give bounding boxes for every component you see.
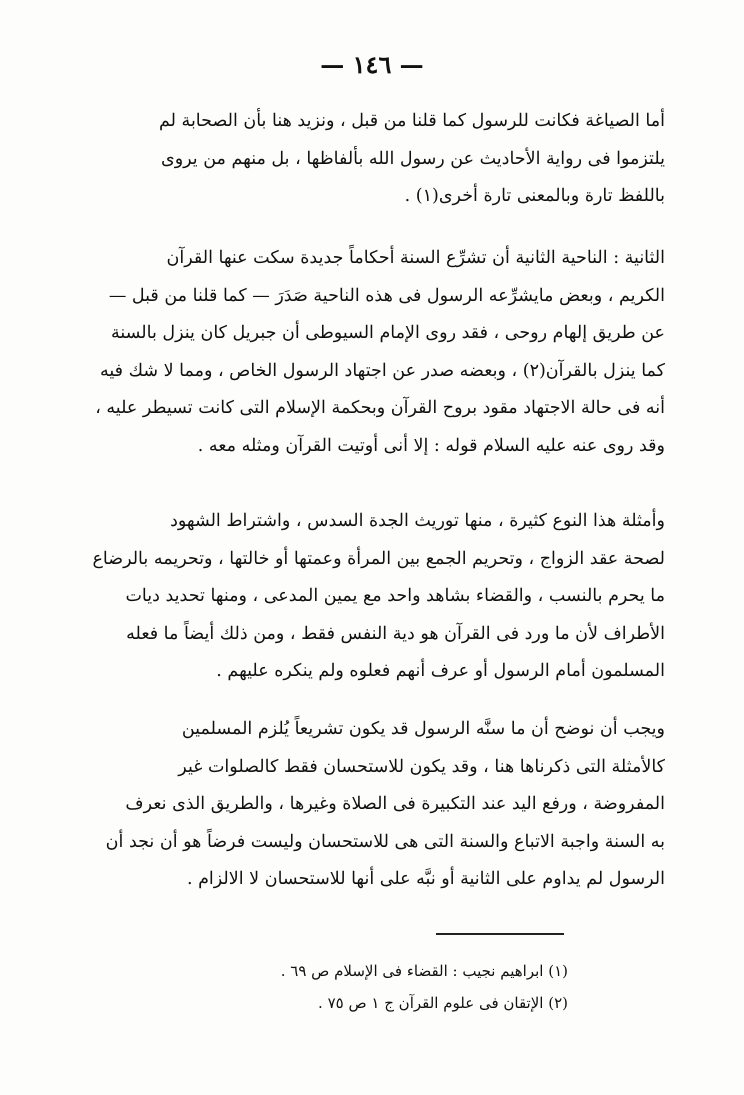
text-line: أنه فى حالة الاجتهاد مقود بروح القرآن وبحكمة الإسلام التى كانت تسيطر عليه ،	[95, 398, 665, 418]
text-line: ما يحرم بالنسب ، والقضاء بشاهد واحد مع يمين المدعى ، ومنها تحديد ديات	[125, 586, 665, 606]
text-line: الرسول لم يداوم على الثانية أو نبَّه على أنها للاستحسان لا الالزام .	[186, 869, 665, 889]
text-line: كما ينزل بالقرآن(٢) ، وبعضه صدر عن اجتهاد الرسول الخاص ، ومما لا شك فيه	[100, 360, 665, 381]
text-line: يلتزموا فى رواية الأحاديث عن رسول الله بألفاظها ، بل منهم من يروى	[161, 148, 665, 169]
footnote-2: (٢) الإتقان فى علوم القرآن ج ١ ص ٧٥ .	[318, 994, 568, 1012]
paragraph-3	[90, 503, 665, 691]
text-line: الكريم ، وبعض مايشرِّعه الرسول فى هذه الناحية صَدَرَ — كما قلنا من قبل —	[108, 285, 665, 306]
text-line: به السنة واجبة الاتباع والسنة التى هى للاستحسان وليست فرضاً هو أن نجد أن	[105, 831, 665, 852]
text-line: ويجب أن نوضح أن ما سنَّه الرسول قد يكون تشريعاً يُلزم المسلمين	[181, 719, 665, 739]
paragraph-4	[90, 711, 665, 899]
text-line: المسلمون أمام الرسول أو عرف أنهم فعلوه ولم ينكره عليهم .	[216, 661, 665, 681]
footnote-1: (١) ابراهيم نجيب : القضاء فى الإسلام ص ٦٩ .	[280, 962, 568, 980]
text-line: الثانية : الناحية الثانية أن تشرِّع السنة أحكاماً جديدة سكت عنها القرآن	[166, 248, 665, 268]
page-number: — ١٤٦ —	[320, 50, 424, 79]
footnotes	[250, 955, 568, 1019]
text-line: عن طريق إلهام روحى ، فقد روى الإمام السيوطى أن جبريل كان ينزل بالسنة	[111, 323, 665, 343]
text-line: أما الصياغة فكانت للرسول كما قلنا من قبل ، ونزيد هنا بأن الصحابة لم	[159, 111, 665, 131]
text-line: لصحة عقد الزواج ، وتحريم الجمع بين المرأة وعمتها أو خالتها ، وتحريمه بالرضاع	[92, 548, 665, 569]
paragraph-2	[90, 240, 665, 465]
footnote-separator	[436, 933, 564, 935]
text-line: وقد روى عنه عليه السلام قوله : إلا أنى أوتيت القرآن ومثله معه .	[197, 435, 665, 456]
text-line: الأطراف لأن ما ورد فى القرآن هو دية النفس فقط ، ومن ذلك أيضاً ما فعله	[126, 623, 665, 644]
text-line: باللفظ تارة وبالمعنى تارة أخرى(١) .	[404, 186, 665, 206]
text-line: المفروضة ، ورفع اليد عند التكبيرة فى الصلاة وغيرها ، والطريق الذى نعرف	[125, 794, 665, 814]
text-line: وأمثلة هذا النوع كثيرة ، منها توريث الجدة السدس ، واشتراط الشهود	[170, 511, 665, 531]
paragraph-1	[90, 103, 665, 216]
text-line: كالأمثلة التى ذكرناها هنا ، وقد يكون للاستحسان فقط كالصلوات غير	[178, 756, 665, 777]
